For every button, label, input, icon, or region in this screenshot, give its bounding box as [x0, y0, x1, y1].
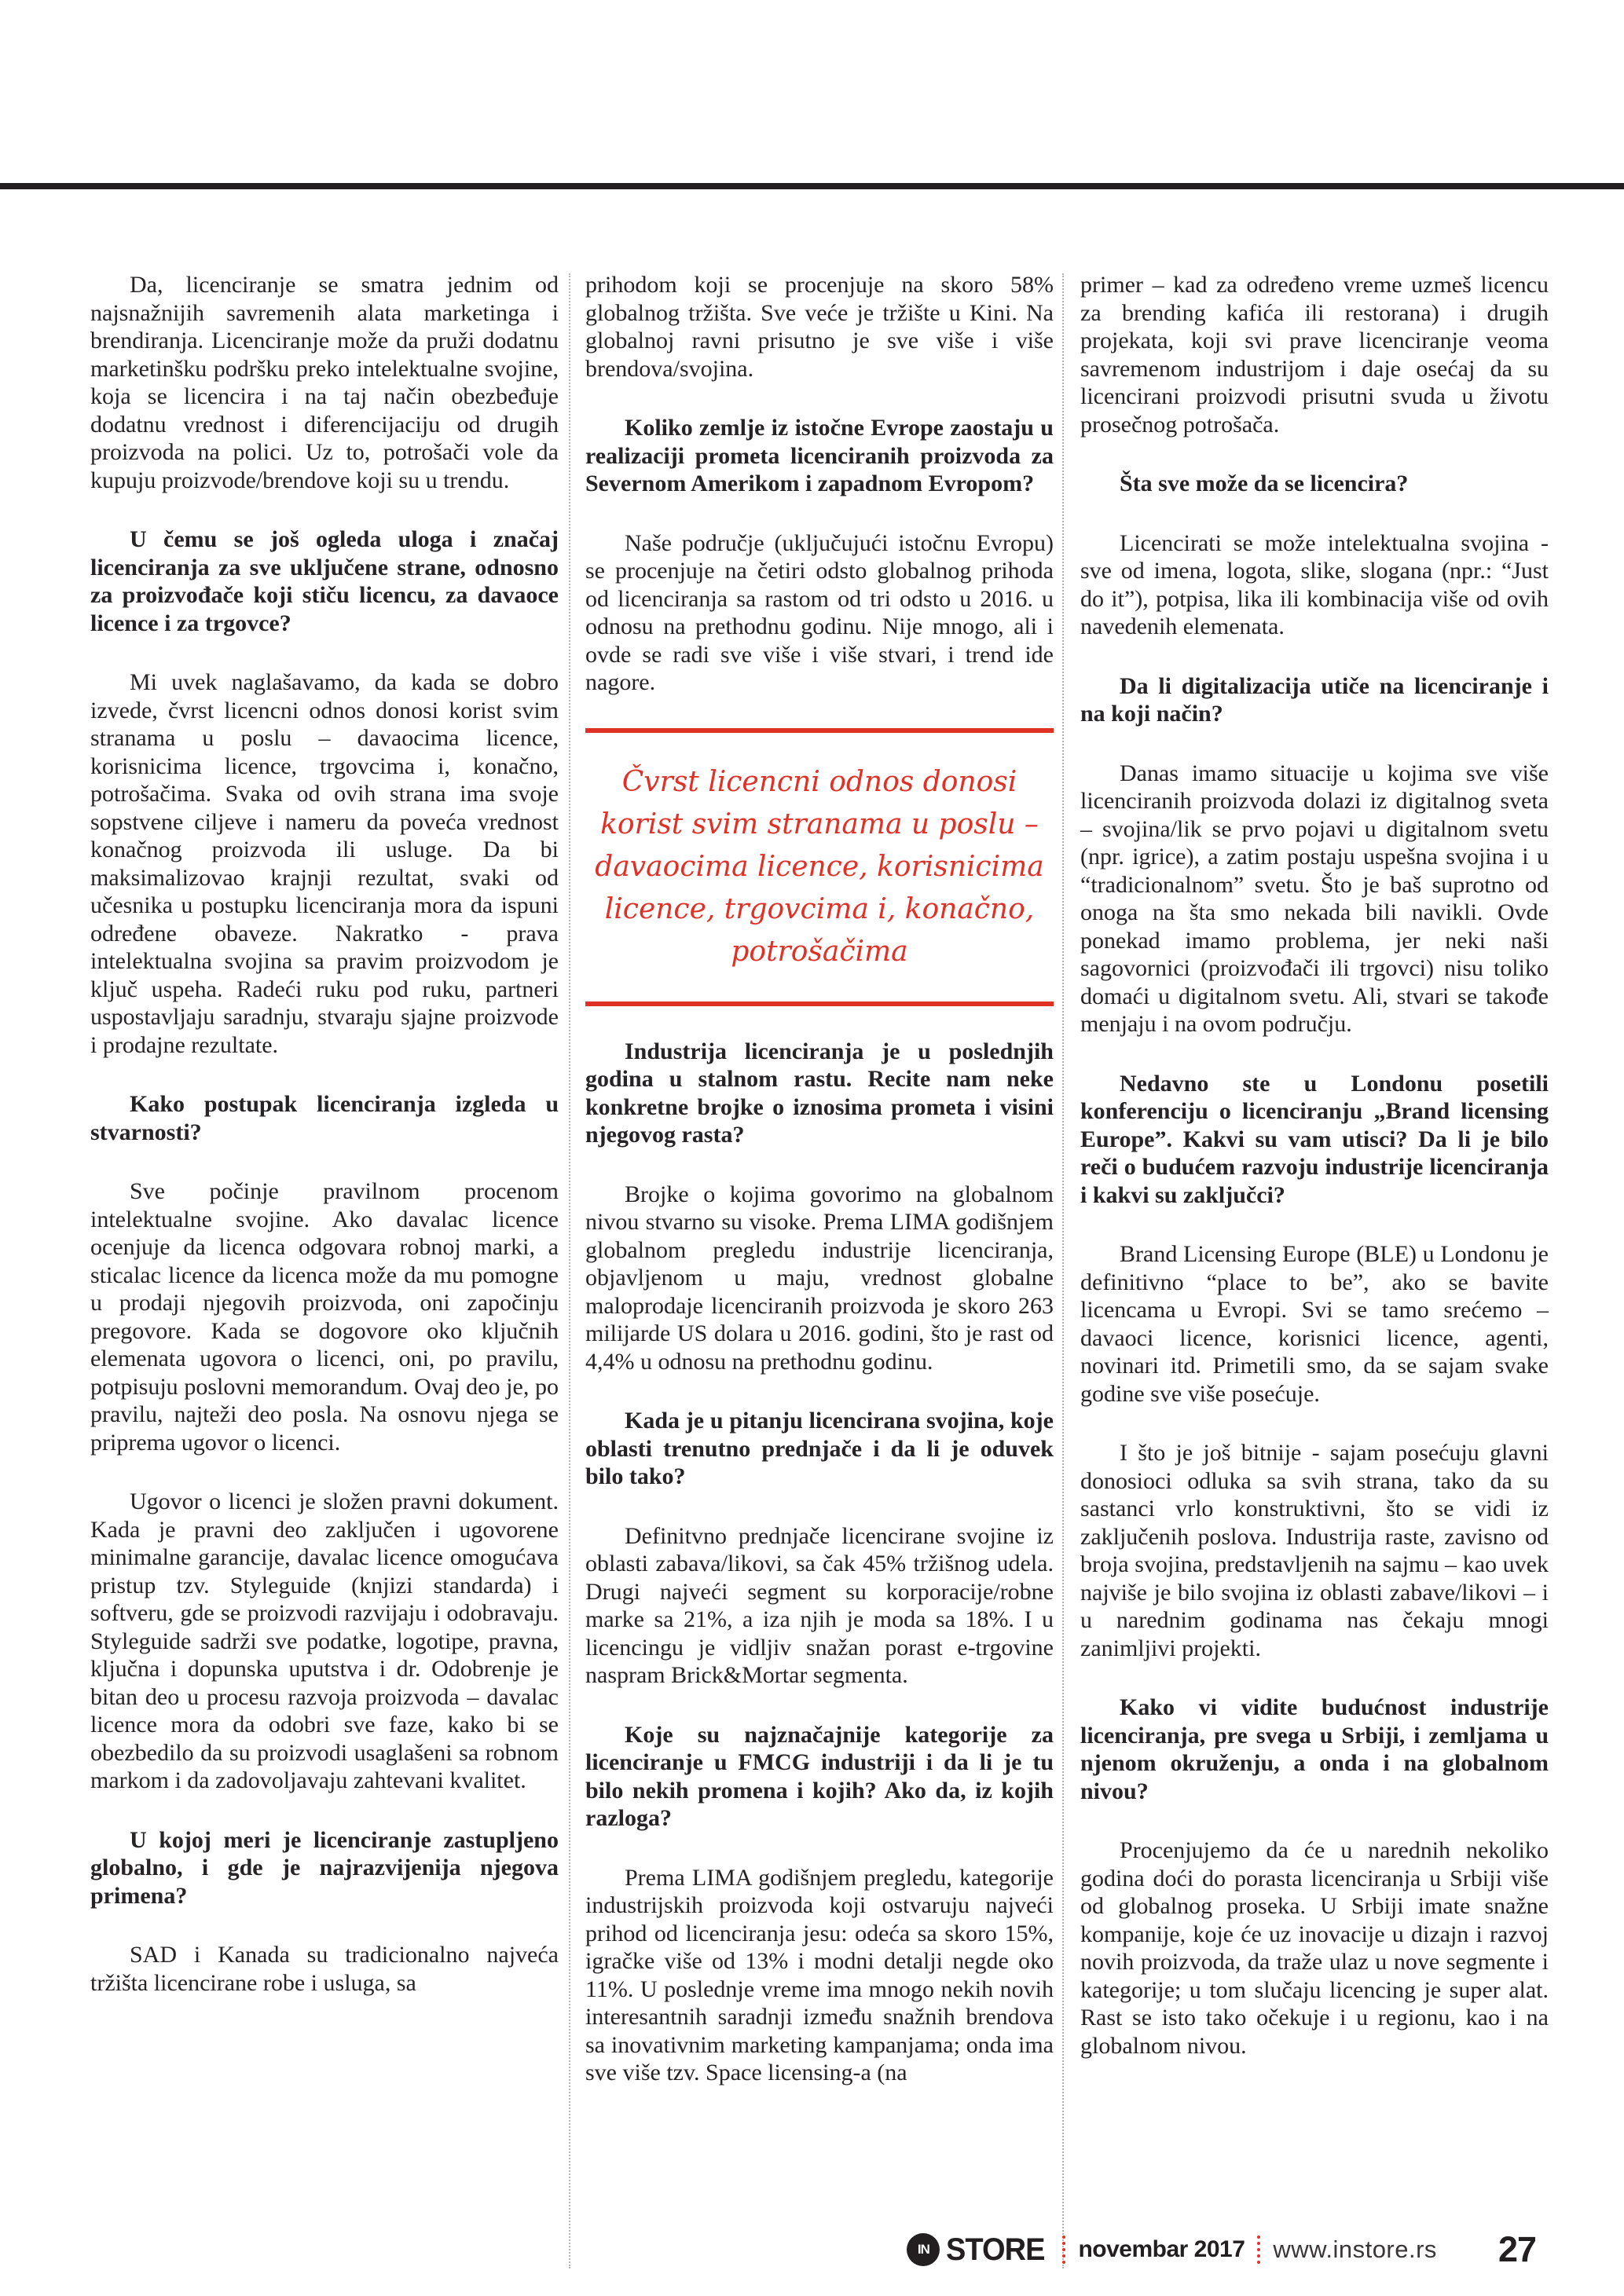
- text-column-1: [90, 271, 559, 2028]
- body-paragraph: Brand Licensing Europe (BLE) u Londonu je definitivno “place to be”, ako se bavite licencama u Evropi. Svi se tamo srećemo – davaoci licence, korisnici licence, agenti, novinari itd. Primetili smo, da se sajam svake godine sve više posećuje.: [1080, 1241, 1549, 1407]
- question-heading: Industrija licenciranja je u poslednjih godina u stalnom rastu. Recite nam neke konkretne brojke o iznosima prometa i visini njegovog rasta?: [585, 1038, 1054, 1148]
- page-footer: [907, 2229, 1536, 2270]
- column-divider-right: [1062, 273, 1064, 2269]
- pull-quote-rule-bottom: [585, 1002, 1054, 1006]
- question-heading: Kada je u pitanju licencirana svojina, koje oblasti trenutno prednjače i da li je oduvek bilo tako?: [585, 1408, 1054, 1489]
- question-heading: Šta sve može da se licencira?: [1120, 471, 1409, 496]
- question-heading: Koliko zemlje iz istočne Evrope zaostaju u realizaciji prometa licenciranih proizvoda za Severnom Amerikom i zapadnom Evropom?: [585, 415, 1054, 496]
- body-paragraph: Sve počinje pravilnom procenom intelektualne svojine. Ako davalac licence ocenjuje da licenca odgovara robnoj marki, a sticalac licence da licenca može da mu pomogne u prodaji njegovih proizvoda, oni započinju pregovore. Kada se dogovore oko ključnih elemenata ugovora o licenci, oni, po pravilu, potpisuju poslovni memorandum. Ovaj deo je, po pravilu, najteži deo posla. Na osnovu njega se priprema ugovor o licenci.: [90, 1178, 559, 1456]
- question-heading: Koje su najznačajnije kategorije za licenciranje u FMCG industriji i da li je tu bilo nekih promena i kojih? Ako da, iz kojih razloga?: [585, 1721, 1054, 1831]
- body-paragraph: Mi uvek naglašavamo, da kada se dobro izvede, čvrst licencni odnos donosi korist svim stranama u poslu – davaocima licence, korisnicima licence, trgovcima i, konačno, potrošačima. Svaka od ovih strana ima svoje sopstvene ciljeve i nameru da poveća vrednost konačnog proizvoda ili usluge. Da bi maksimalizovao krajnji rezultat, svaki od učesnika u postupku licenciranja mora da ispuni određene obaveze. Nakratko - prava intelektualna svojina sa pravim proizvodom je ključ uspeha. Radeći ruku pod ruku, partneri uspostavljaju saradnju, stvaraju sjajne proizvode i prodajne rezultate.: [90, 669, 559, 1058]
- body-paragraph: Ugovor o licenci je složen pravni dokument. Kada je pravni deo zaključen i ugovorene minimalne garancije, davalac licence omogućava pristup tzv. Styleguide (knjizi standarda) i softveru, gde se proizvodi razvijaju i odobravaju. Styleguide sadrži sve podatke, logotipe, pravna, ključna i dopunska uputstva i dr. Odobrenje je bitan deo u procesu razvoja proizvoda – davalac licence mora da odobri sve faze, kako bi se obezbedilo da su proizvodi usaglašeni sa robnom markom i da zadovoljavaju zahtevani kvalitet.: [90, 1489, 559, 1793]
- body-paragraph: Naše područje (uključujući istočnu Evropu) se procenjuje na četiri odsto globalnog prihoda od licenciranja sa rastom od tri odsto u 2016. u odnosu na prethodnu godinu. Nije mnogo, ali i ovde se radi sve više i više stvari, i trend ide nagore.: [585, 529, 1054, 695]
- top-black-rule: [0, 183, 1624, 189]
- body-paragraph: prihodom koji se procenjuje na skoro 58% globalnog tržišta. Sve veće je tržište u Kini. Na globalnoj ravni prisutno je sve više i više brendova/svojina.: [585, 272, 1054, 382]
- body-paragraph: Prema LIMA godišnjem pregledu, kategorije industrijskih proizvoda koji ostvaruju najveći prihod od licenciranja jesu: odeća sa skoro 15%, igračke više od 13% i modni detalji negde oko 11%. U poslednje vreme ima mnogo nekih novih interesantnih saradnji između snažnih brendova sa inovativnim marketing kampanjama; onda ima sve više tzv. Space licensing-a (na: [585, 1864, 1054, 2085]
- question-heading: Nedavno ste u Londonu posetili konferenciju o licenciranju „Brand licensing Europe”. Kakvi su vam utisci? Da li je bilo reči o budućem razvoju industrije licenciranja i kakvi su zaključci?: [1080, 1070, 1549, 1208]
- column-divider-left: [569, 273, 570, 2269]
- page-number: 27: [1498, 2229, 1536, 2269]
- pull-quote-text: Čvrst licencni odnos donosi korist svim stranama u poslu – davaocima licence, korisnicima licence, trgovcima i, konačno, potrošačima: [595, 765, 1044, 968]
- text-column-3: [1080, 271, 1549, 2091]
- question-heading: U čemu se još ogleda uloga i značaj licenciranja za sve uključene strane, odnosno za proizvođače koji stiču licencu, za davaoce licence i za trgovce?: [90, 526, 559, 636]
- body-paragraph: Da, licenciranje se smatra jednim od najsnažnijih savremenih alata marketinga i brendiranja. Licenciranje može da pruži dodatnu marketinšku podršku preko intelektualne svojine, koja se licencira i na taj način obezbeđuje dodatnu vrednost i diferencijaciju od drugih proizvoda na polici. Uz to, potrošači vole da kupuju proizvode/brendove koji su u trendu.: [90, 272, 559, 493]
- body-paragraph: Brojke o kojima govorimo na globalnom nivou stvarno su visoke. Prema LIMA godišnjem globalnom pregledu industrije licenciranja, objavljenom u maju, vrednost globalne maloprodaje licenciranih proizvoda je skoro 263 milijarde US dolara u 2016. godini, što je rast od 4,4% u odnosu na prethodnu godinu.: [585, 1181, 1054, 1375]
- instore-logo-icon: IN: [907, 2233, 940, 2266]
- question-heading: U kojoj meri je licenciranje zastupljeno globalno, i gde je najrazvijenija njegova primena?: [90, 1826, 559, 1909]
- body-paragraph: Danas imamo situacije u kojima sve više licenciranih proizvoda dolazi iz digitalnog sveta – svojina/lik se prvo pojavi u digitalnom svetu (npr. igrice), a zatim postaju uspešna svojina i u “tradicionalnom” svetu. Što je baš suprotno od onoga na šta smo nekada bili navikli. Ovde ponekad imamo problema, jer neki naši sagovornici (proizvođači ili trgovci) nisu toliko domaći u digitalnom svetu. Ali, stvari se takođe menjaju i na ovom području.: [1080, 760, 1549, 1037]
- instore-logo: [907, 2232, 1050, 2268]
- body-paragraph: SAD i Kanada su tradicionalno najveća tržišta licencirane robe i usluga, sa: [90, 1942, 559, 1996]
- website-url: www.instore.rs: [1273, 2236, 1437, 2263]
- issue-date: novembar 2017: [1078, 2236, 1245, 2262]
- body-paragraph: Licencirati se može intelektualna svojina - sve od imena, logota, slike, slogana (npr.: “Just do it”), potpisa, lika ili kombinacija više od ovih navedenih elemenata.: [1080, 529, 1549, 639]
- instore-logo-text: STORE: [946, 2232, 1045, 2267]
- question-heading: Kako postupak licenciranja izgleda u stvarnosti?: [90, 1091, 559, 1145]
- body-paragraph: Procenjujemo da će u narednih nekoliko godina doći do porasta licenciranja u Srbiji više od globalnog proseka. U Srbiji imate snažne kompanije, koje će uz inovacije u dizajn i razvoj novih proizvoda, da traže ulaz u nove segmente i kategorije; u tom slučaju licencing je super alat. Rast se isto tako očekuje i u regionu, kao i na globalnom nivou.: [1080, 1837, 1549, 2059]
- footer-dotted-separator: [1257, 2236, 1260, 2264]
- question-heading: Kako vi vidite budućnost industrije licenciranja, pre svega u Srbiji, i zemljama u njenom okruženju, a onda i na globalnom nivou?: [1080, 1694, 1549, 1804]
- pull-quote: [585, 728, 1054, 1006]
- footer-dotted-separator: [1062, 2236, 1065, 2264]
- body-paragraph: primer – kad za određeno vreme uzmeš licencu za brending kafića ili restorana) i drugih projekata, koji svi prave licenciranje veoma savremenom industrijom i daje osećaj da su licencirani proizvodi prisutni svuda u životu prosečnog potrošača.: [1080, 272, 1549, 438]
- text-column-2: [585, 271, 1054, 2118]
- question-heading: Da li digitalizacija utiče na licenciranje i na koji način?: [1080, 672, 1549, 727]
- body-paragraph: I što je još bitnije - sajam posećuju glavni donosioci odluka sa svih strana, tako da su sastanci vrlo konstruktivni, što se vidi iz zaključenih poslova. Industrija raste, zavisno od broja svojina, predstavljenih na sajmu – kao uvek najviše je bilo svojina iz oblasti zabave/likovi – i u narednim godinama nas čekaju mnogi zanimljivi projekti.: [1080, 1440, 1549, 1661]
- body-paragraph: Definitvno prednjače licencirane svojine iz oblasti zabava/likovi, sa čak 45% tržišnog udela. Drugi najveći segment su korporacije/robne marke sa 21%, a iza njih je moda sa 18%. I u licencingu je vidljiv snažan porast e-trgovine naspram Brick&Mortar segmenta.: [585, 1522, 1054, 1688]
